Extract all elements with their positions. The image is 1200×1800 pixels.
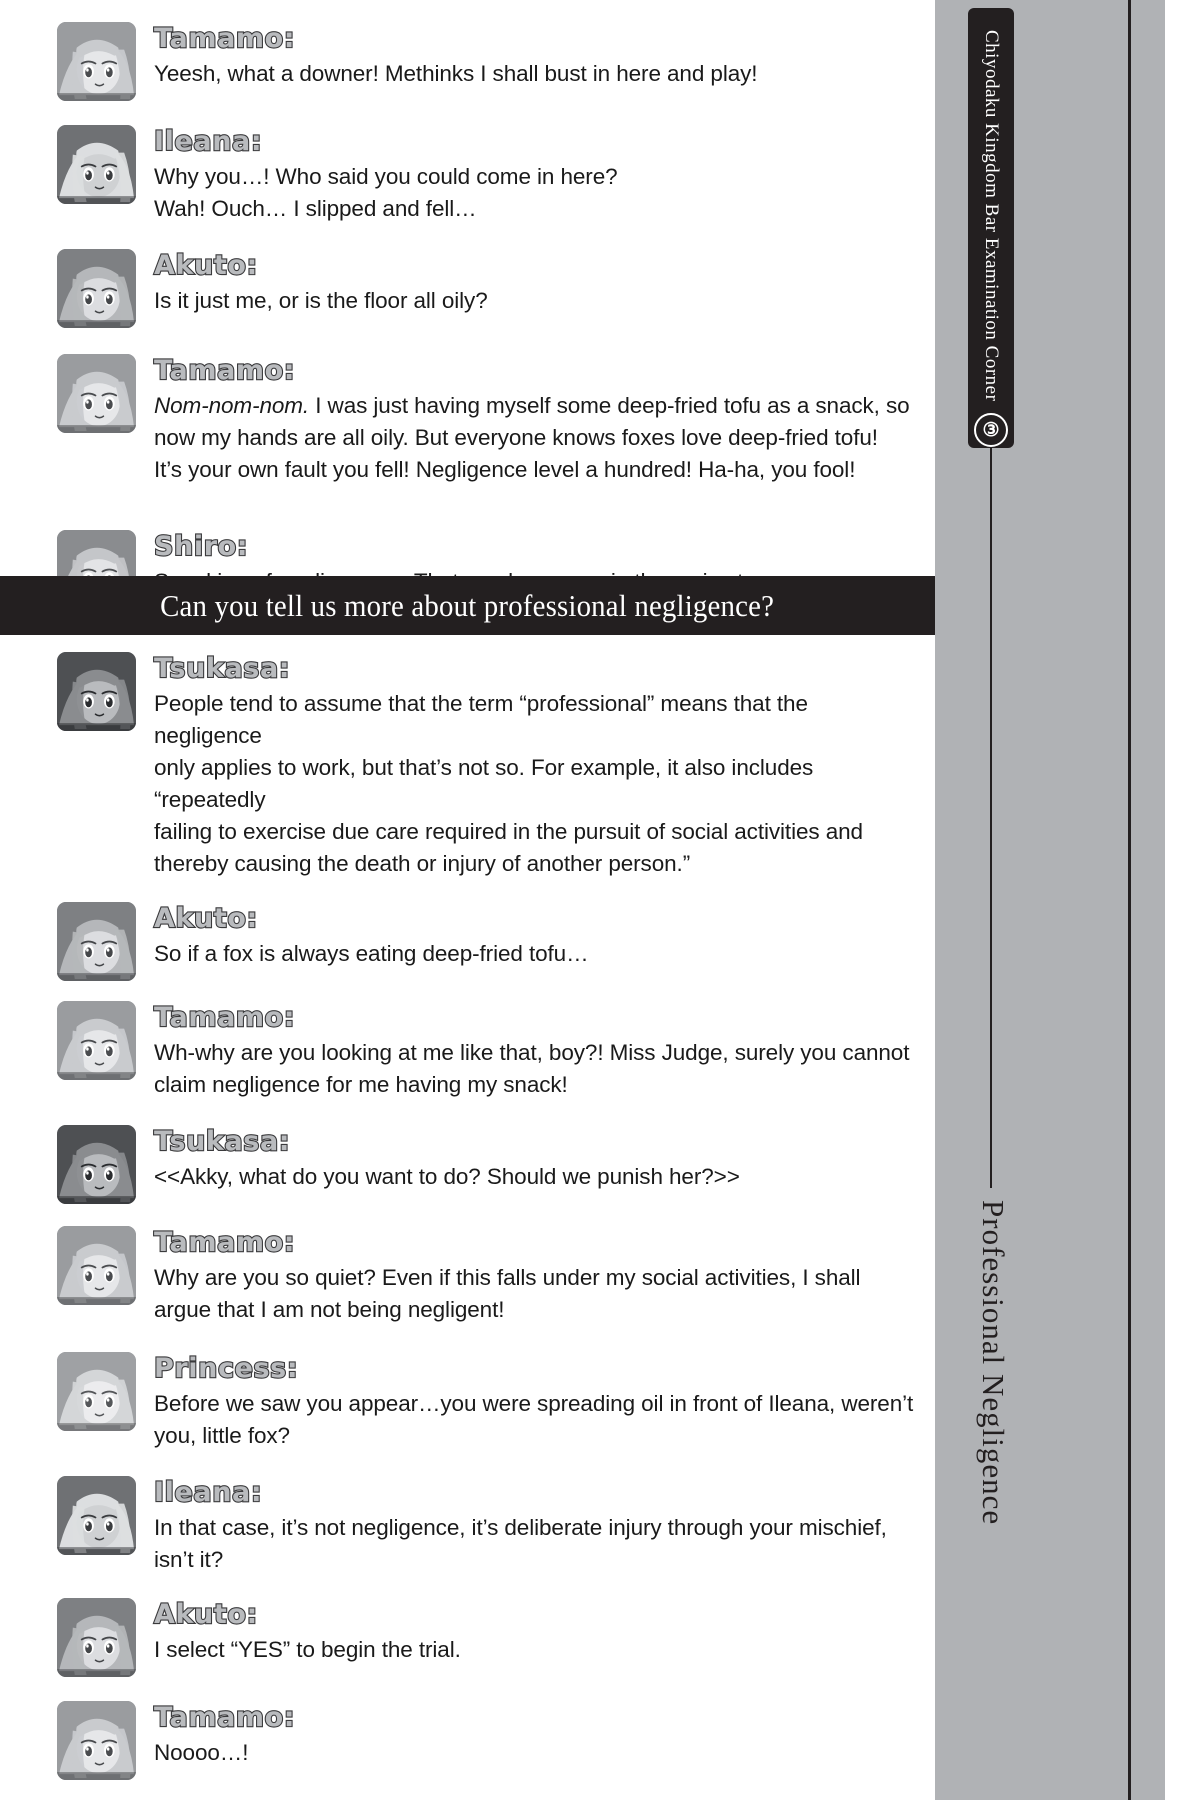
dialogue-entry: [0, 1001, 935, 1101]
tamamo-avatar: [57, 1226, 136, 1305]
dialogue-bubble: [154, 1598, 921, 1666]
dialogue-section-bottom: [0, 652, 935, 1780]
dialogue-line: Before we saw you appear…you were spreading oil in front of Ileana, weren’t: [154, 1391, 914, 1416]
side-tab-chapter: [968, 8, 1014, 448]
dialogue-line: only applies to work, but that’s not so. For example, it also includes “repeatedly: [154, 755, 814, 812]
question-banner: [0, 576, 935, 635]
speaker-name: Shiro:: [154, 531, 249, 562]
speaker-name: Tsukasa:: [154, 1125, 291, 1157]
dialogue-bubble: [154, 1701, 921, 1769]
tamamo-avatar: [57, 354, 136, 433]
side-tab-title: Chiyodaku Kingdom Bar Examination Corner: [981, 30, 1002, 402]
speaker-name: Ileana:: [154, 1476, 263, 1508]
dialogue-line: isn’t it?: [154, 1546, 224, 1572]
dialogue-entry: [0, 249, 935, 328]
dialogue-line: Wah! Ouch… I slipped and fell…: [154, 196, 477, 222]
dialogue-bubble: [154, 1226, 921, 1326]
princess-avatar: [57, 1352, 136, 1431]
dialogue-line: In that case, it’s not negligence, it’s deliberate injury through your mischief,: [154, 1515, 887, 1541]
speaker-name: Akuto:: [154, 1598, 258, 1630]
dialogue-entry: [0, 1476, 935, 1576]
tamamo-avatar: [57, 1001, 136, 1080]
speaker-name: Ileana:: [154, 126, 263, 157]
speaker-name: Tamamo:: [154, 1001, 296, 1033]
akuto-avatar: [57, 902, 136, 981]
dialogue-bubble: [154, 249, 921, 317]
dialogue-entry: [0, 1125, 935, 1204]
side-topic-label-text: Professional Negligence: [976, 1200, 1011, 1526]
dialogue-entry: [0, 1598, 935, 1677]
question-banner-text: Can you tell us more about professional negligence?: [160, 587, 775, 623]
speaker-name: Tamamo:: [154, 23, 296, 54]
dialogue-bubble: [154, 354, 921, 486]
dialogue-line: It’s your own fault you fell! Negligence level a hundred! Ha-ha, you fool!: [154, 457, 856, 483]
dialogue-bubble: [154, 1352, 921, 1452]
dialogue-bubble: [154, 1476, 921, 1576]
dialogue-line: now my hands are all oily. But everyone knows foxes love deep-fried tofu!: [154, 425, 878, 451]
dialogue-bubble: [154, 125, 921, 225]
right-white-edge: [1165, 0, 1200, 1800]
dialogue-bubble: [154, 22, 921, 90]
dialogue-line: failing to exercise due care required in the pursuit of social activities and: [154, 818, 863, 844]
ileana-avatar: [57, 1476, 136, 1555]
dialogue-line: Why are you so quiet? Even if this falls under my social activities, I shall: [154, 1264, 861, 1290]
dialogue-entry: [0, 1352, 935, 1452]
dialogue-line: People tend to assume that the term “professional” means that the negligence: [154, 691, 808, 749]
dialogue-entry: [0, 354, 935, 486]
tamamo-avatar: [57, 1701, 136, 1780]
dialogue-entry: [0, 22, 935, 101]
speaker-name: Tamamo:: [154, 355, 296, 387]
dialogue-bubble: [154, 1001, 921, 1101]
dialogue-entry: [0, 125, 935, 225]
speaker-name: Princess:: [154, 1352, 299, 1384]
dialogue-line: Nom-nom-nom. I was just having myself some deep-fried tofu as a snack, so: [154, 393, 910, 419]
dialogue-bubble: [154, 1125, 921, 1193]
dialogue-entry: [0, 652, 935, 880]
dialogue-line: you, little fox?: [154, 1422, 290, 1448]
margin-vertical-rule: [1128, 0, 1131, 1800]
speaker-name: Akuto:: [154, 250, 258, 282]
dialogue-line-italic: Nom-nom-nom.: [154, 393, 310, 419]
tamamo-avatar: [57, 22, 136, 101]
dialogue-line: Noooo…!: [154, 1740, 249, 1766]
dialogue-line: <<Akky, what do you want to do? Should we punish her?>>: [154, 1163, 740, 1189]
speaker-name: Akuto:: [154, 902, 258, 934]
dialogue-line: I select “YES” to begin the trial.: [154, 1637, 461, 1663]
dialogue-line: Wh-why are you looking at me like that, boy?! Miss Judge, surely you cannot: [154, 1039, 910, 1065]
side-tab-number: ③: [974, 413, 1008, 447]
tsukasa-avatar: [57, 1125, 136, 1204]
side-topic-label: [963, 1200, 1023, 1760]
dialogue-entry: [0, 1701, 935, 1780]
speaker-name: Tsukasa:: [154, 653, 291, 684]
dialogue-entry: [0, 902, 935, 981]
dialogue-line: claim negligence for me having my snack!: [154, 1071, 568, 1097]
ileana-avatar: [57, 125, 136, 204]
dialogue-line: Is it just me, or is the floor all oily?: [154, 288, 488, 314]
side-tab-stem-line: [990, 448, 992, 1188]
dialogue-line: thereby causing the death or injury of another person.”: [154, 850, 691, 876]
dialogue-section-top: [0, 0, 935, 609]
akuto-avatar: [57, 1598, 136, 1677]
dialogue-bubble: [154, 652, 921, 880]
akuto-avatar: [57, 249, 136, 328]
dialogue-entry: [0, 1226, 935, 1326]
dialogue-line: Why you…! Who said you could come in here?: [154, 164, 618, 190]
dialogue-line: So if a fox is always eating deep-fried tofu…: [154, 940, 589, 966]
dialogue-line: Yeesh, what a downer! Methinks I shall bust in here and play!: [154, 61, 758, 87]
speaker-name: Tamamo:: [154, 1701, 296, 1733]
dialogue-bubble: [154, 902, 921, 970]
speaker-name: Tamamo:: [154, 1226, 296, 1258]
tsukasa-avatar: [57, 652, 136, 731]
dialogue-line: argue that I am not being negligent!: [154, 1296, 505, 1322]
